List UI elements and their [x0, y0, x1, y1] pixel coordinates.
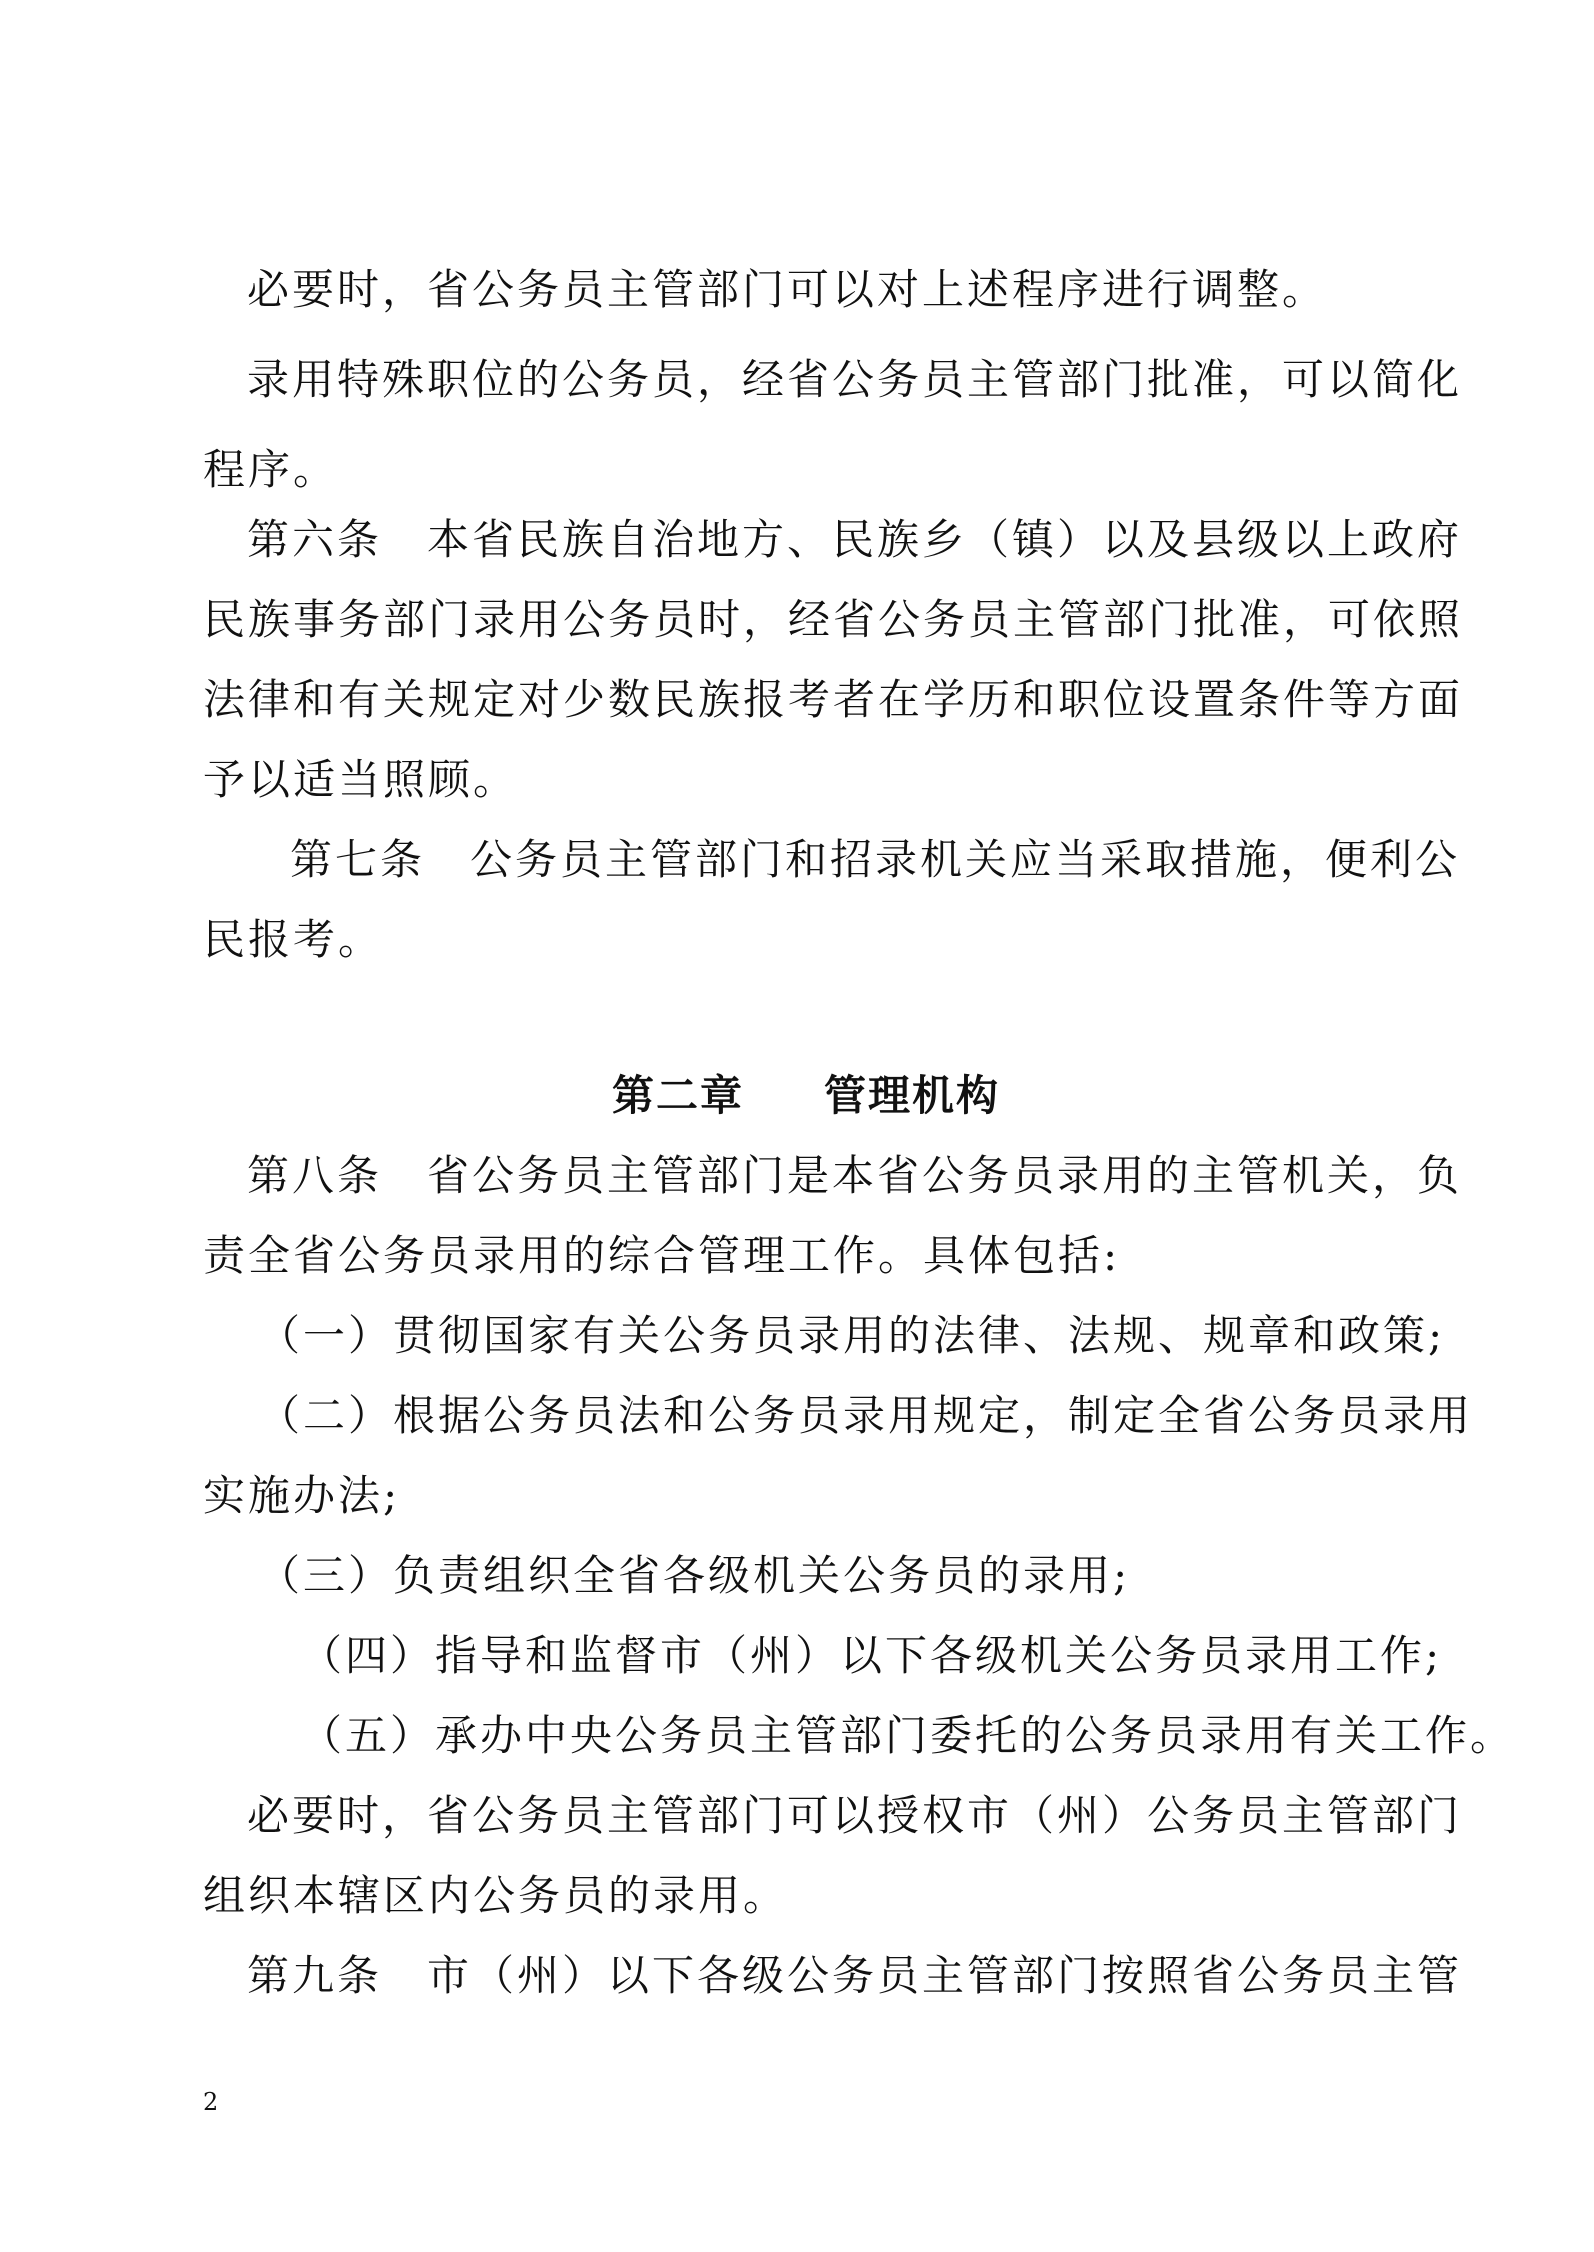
paragraph-line: 必要时，省公务员主管部门可以授权市（州）公务员主管部门 [247, 1791, 1463, 1840]
list-item-5: （五）承办中央公务员主管部门委托的公务员录用有关工作。 [300, 1711, 1516, 1760]
chapter-heading [612, 1068, 1000, 1124]
paragraph-line: 予以适当照顾。 [203, 755, 519, 804]
page-number: 2 [203, 2088, 219, 2116]
paragraph-line: 民报考。 [203, 915, 384, 964]
article-9-line: 第九条 市（州）以下各级公务员主管部门按照省公务员主管 [247, 1951, 1463, 2000]
article-6-line: 第六条 本省民族自治地方、民族乡（镇）以及县级以上政府 [247, 515, 1463, 564]
paragraph-line: 必要时，省公务员主管部门可以对上述程序进行调整。 [247, 265, 1328, 314]
article-8-line: 第八条 省公务员主管部门是本省公务员录用的主管机关，负 [247, 1151, 1463, 1200]
article-7-line: 第七条 公务员主管部门和招录机关应当采取措施，便利公 [290, 835, 1461, 884]
paragraph-line: 民族事务部门录用公务员时，经省公务员主管部门批准，可依照 [203, 595, 1464, 644]
list-item-3: （三）负责组织全省各级机关公务员的录用; [258, 1551, 1131, 1600]
chapter-title: 管理机构 [824, 1071, 1001, 1120]
list-item-4: （四）指导和监督市（州）以下各级机关公务员录用工作; [300, 1631, 1443, 1680]
paragraph-line: 程序。 [203, 445, 339, 494]
paragraph-line: 组织本辖区内公务员的录用。 [203, 1871, 789, 1920]
paragraph-line: 录用特殊职位的公务员，经省公务员主管部门批准，可以简化 [247, 355, 1463, 404]
paragraph-line: 责全省公务员录用的综合管理工作。具体包括: [203, 1231, 1121, 1280]
chapter-number: 第二章 [612, 1071, 745, 1120]
paragraph-line: 法律和有关规定对少数民族报考者在学历和职位设置条件等方面 [203, 675, 1464, 724]
paragraph-line: 实施办法; [203, 1471, 401, 1520]
list-item-1: （一）贯彻国家有关公务员录用的法律、法规、规章和政策; [258, 1311, 1446, 1360]
list-item-2: （二）根据公务员法和公务员录用规定，制定全省公务员录用 [258, 1391, 1474, 1440]
